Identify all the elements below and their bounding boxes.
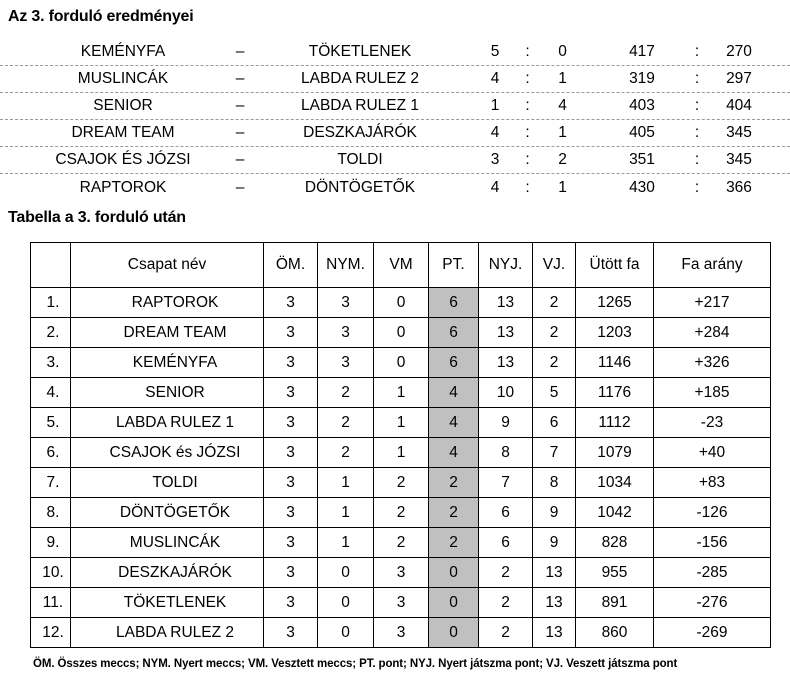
home-score: 1 xyxy=(490,97,500,114)
home-team-name: DREAM TEAM xyxy=(71,124,175,141)
fa-arany-cell: +185 xyxy=(654,378,771,408)
vj-cell: 7 xyxy=(533,438,576,468)
team-cell: MUSLINCÁK xyxy=(71,528,264,558)
pt-cell: 2 xyxy=(429,468,479,498)
team-cell: CSAJOK és JÓZSI xyxy=(71,438,264,468)
team-cell: DESZKAJÁRÓK xyxy=(71,558,264,588)
nym-cell: 0 xyxy=(318,558,374,588)
home-score: 3 xyxy=(490,151,500,168)
dash-separator: – xyxy=(235,70,245,87)
standings-row xyxy=(31,618,771,648)
score-colon: : xyxy=(525,70,530,87)
nyj-cell: 13 xyxy=(479,288,533,318)
match-row xyxy=(0,93,790,120)
pt-cell: 6 xyxy=(429,318,479,348)
nyj-cell: 13 xyxy=(479,348,533,378)
utott-fa-cell: 1079 xyxy=(576,438,654,468)
results-title: Az 3. forduló eredményei xyxy=(8,8,194,25)
vm-cell: 1 xyxy=(374,378,429,408)
home-score: 5 xyxy=(490,43,500,60)
utott-fa-cell: 1042 xyxy=(576,498,654,528)
om-cell: 3 xyxy=(264,378,318,408)
pt-cell: 4 xyxy=(429,408,479,438)
col-header-vm: VM xyxy=(374,243,429,288)
om-cell: 3 xyxy=(264,588,318,618)
match-row xyxy=(0,39,790,66)
vj-cell: 5 xyxy=(533,378,576,408)
home-pins: 405 xyxy=(629,124,655,141)
utott-fa-cell: 1112 xyxy=(576,408,654,438)
abbreviation-footnote: ÖM. Összes meccs; NYM. Nyert meccs; VM. Vesztett meccs; PT. pont; NYJ. Nyert játszma pont; VJ. Veszett játszma pont xyxy=(33,658,678,670)
away-team-name: LABDA RULEZ 2 xyxy=(300,70,420,87)
fa-arany-cell: -276 xyxy=(654,588,771,618)
om-cell: 3 xyxy=(264,408,318,438)
team-cell: KEMÉNYFA xyxy=(71,348,264,378)
home-team-name: CSAJOK ÉS JÓZSI xyxy=(55,151,191,168)
utott-fa-cell: 1265 xyxy=(576,288,654,318)
rank-cell: 3. xyxy=(31,348,71,378)
home-score: 4 xyxy=(490,124,500,141)
nym-cell: 3 xyxy=(318,288,374,318)
pt-cell: 4 xyxy=(429,438,479,468)
standings-row xyxy=(31,408,771,438)
home-pins: 417 xyxy=(629,43,655,60)
nyj-cell: 6 xyxy=(479,528,533,558)
standings-row xyxy=(31,378,771,408)
home-pins: 430 xyxy=(629,178,655,196)
rank-cell: 1. xyxy=(31,288,71,318)
fa-arany-cell: +40 xyxy=(654,438,771,468)
nyj-cell: 2 xyxy=(479,618,533,648)
standings-title: Tabella a 3. forduló után xyxy=(8,209,186,226)
vj-cell: 8 xyxy=(533,468,576,498)
fa-arany-cell: +83 xyxy=(654,468,771,498)
om-cell: 3 xyxy=(264,528,318,558)
vm-cell: 3 xyxy=(374,558,429,588)
nyj-cell: 8 xyxy=(479,438,533,468)
vm-cell: 2 xyxy=(374,468,429,498)
standings-header-row xyxy=(31,243,771,288)
team-cell: DREAM TEAM xyxy=(71,318,264,348)
pt-cell: 2 xyxy=(429,498,479,528)
home-score: 4 xyxy=(490,70,500,87)
match-row xyxy=(0,120,790,147)
score-colon: : xyxy=(525,124,530,141)
col-header-om: ÖM. xyxy=(264,243,318,288)
pt-cell: 6 xyxy=(429,288,479,318)
vm-cell: 3 xyxy=(374,618,429,648)
pt-cell: 6 xyxy=(429,348,479,378)
standings-row xyxy=(31,318,771,348)
rank-cell: 4. xyxy=(31,378,71,408)
away-team-name: DÖNTÖGETŐK xyxy=(304,178,416,196)
rank-cell: 12. xyxy=(31,618,71,648)
nym-cell: 0 xyxy=(318,618,374,648)
away-team-name: DESZKAJÁRÓK xyxy=(303,124,417,141)
nym-cell: 1 xyxy=(318,468,374,498)
team-cell: DÖNTÖGETŐK xyxy=(71,498,264,528)
dash-separator: – xyxy=(235,43,245,60)
standings-row xyxy=(31,588,771,618)
pt-cell: 4 xyxy=(429,378,479,408)
pins-colon: : xyxy=(694,124,700,141)
vj-cell: 2 xyxy=(533,288,576,318)
nyj-cell: 9 xyxy=(479,408,533,438)
vm-cell: 0 xyxy=(374,348,429,378)
away-score: 1 xyxy=(558,124,567,141)
nym-cell: 0 xyxy=(318,588,374,618)
col-header-utott-fa: Ütött fa xyxy=(576,243,654,288)
standings-row xyxy=(31,558,771,588)
dash-separator: – xyxy=(235,97,245,114)
col-header-fa-arany: Fa arány xyxy=(654,243,771,288)
rank-cell: 11. xyxy=(31,588,71,618)
utott-fa-cell: 891 xyxy=(576,588,654,618)
utott-fa-cell: 1034 xyxy=(576,468,654,498)
vm-cell: 1 xyxy=(374,438,429,468)
vj-cell: 2 xyxy=(533,348,576,378)
vj-cell: 13 xyxy=(533,588,576,618)
col-header-nym: NYM. xyxy=(318,243,374,288)
nyj-cell: 2 xyxy=(479,588,533,618)
away-team-name: TÖKETLENEK xyxy=(308,43,412,60)
om-cell: 3 xyxy=(264,288,318,318)
rank-cell: 10. xyxy=(31,558,71,588)
pt-cell: 0 xyxy=(429,558,479,588)
team-cell: SENIOR xyxy=(71,378,264,408)
pins-colon: : xyxy=(694,151,700,168)
rank-cell: 5. xyxy=(31,408,71,438)
away-score: 1 xyxy=(558,178,567,196)
away-score: 2 xyxy=(558,151,567,168)
rank-header-blank xyxy=(31,243,71,288)
om-cell: 3 xyxy=(264,318,318,348)
nym-cell: 3 xyxy=(318,348,374,378)
home-score: 4 xyxy=(490,178,500,196)
pins-colon: : xyxy=(694,97,700,114)
vj-cell: 6 xyxy=(533,408,576,438)
rank-cell: 9. xyxy=(31,528,71,558)
away-pins: 345 xyxy=(726,151,752,168)
match-row xyxy=(0,66,790,93)
pt-cell: 0 xyxy=(429,618,479,648)
vj-cell: 9 xyxy=(533,528,576,558)
dash-separator: – xyxy=(235,151,245,168)
col-header-nyj: NYJ. xyxy=(479,243,533,288)
home-team-name: SENIOR xyxy=(93,97,153,114)
home-team-name: MUSLINCÁK xyxy=(77,70,169,87)
vj-cell: 13 xyxy=(533,558,576,588)
standings-row xyxy=(31,498,771,528)
nyj-cell: 13 xyxy=(479,318,533,348)
om-cell: 3 xyxy=(264,438,318,468)
rank-cell: 8. xyxy=(31,498,71,528)
standings-row xyxy=(31,348,771,378)
away-score: 1 xyxy=(558,70,567,87)
results-list xyxy=(0,39,790,201)
team-cell: LABDA RULEZ 2 xyxy=(71,618,264,648)
om-cell: 3 xyxy=(264,468,318,498)
home-pins: 351 xyxy=(629,151,655,168)
nyj-cell: 10 xyxy=(479,378,533,408)
score-colon: : xyxy=(525,43,530,60)
vm-cell: 0 xyxy=(374,288,429,318)
utott-fa-cell: 1203 xyxy=(576,318,654,348)
nym-cell: 2 xyxy=(318,378,374,408)
vm-cell: 1 xyxy=(374,408,429,438)
fa-arany-cell: -126 xyxy=(654,498,771,528)
nyj-cell: 7 xyxy=(479,468,533,498)
away-pins: 345 xyxy=(726,124,752,141)
fa-arany-cell: +326 xyxy=(654,348,771,378)
nym-cell: 2 xyxy=(318,408,374,438)
score-colon: : xyxy=(525,151,530,168)
fa-arany-cell: -156 xyxy=(654,528,771,558)
utott-fa-cell: 1176 xyxy=(576,378,654,408)
standings-table xyxy=(30,242,771,648)
fa-arany-cell: +284 xyxy=(654,318,771,348)
pins-colon: : xyxy=(694,70,700,87)
home-pins: 319 xyxy=(629,70,655,87)
nyj-cell: 6 xyxy=(479,498,533,528)
match-row xyxy=(0,174,790,201)
home-pins: 403 xyxy=(629,97,655,114)
col-header-team: Csapat név xyxy=(71,243,264,288)
away-score: 0 xyxy=(558,43,567,60)
vm-cell: 2 xyxy=(374,528,429,558)
utott-fa-cell: 828 xyxy=(576,528,654,558)
nym-cell: 1 xyxy=(318,528,374,558)
away-pins: 270 xyxy=(726,43,752,60)
rank-cell: 7. xyxy=(31,468,71,498)
rank-cell: 6. xyxy=(31,438,71,468)
home-team-name: RAPTOROK xyxy=(79,178,167,196)
om-cell: 3 xyxy=(264,498,318,528)
standings-row xyxy=(31,468,771,498)
utott-fa-cell: 860 xyxy=(576,618,654,648)
vm-cell: 2 xyxy=(374,498,429,528)
utott-fa-cell: 955 xyxy=(576,558,654,588)
team-cell: TÖKETLENEK xyxy=(71,588,264,618)
col-header-vj: VJ. xyxy=(533,243,576,288)
away-pins: 404 xyxy=(726,97,752,114)
vj-cell: 13 xyxy=(533,618,576,648)
away-pins: 366 xyxy=(726,178,752,196)
vm-cell: 3 xyxy=(374,588,429,618)
away-team-name: LABDA RULEZ 1 xyxy=(300,97,420,114)
om-cell: 3 xyxy=(264,618,318,648)
dash-separator: – xyxy=(235,124,245,141)
om-cell: 3 xyxy=(264,348,318,378)
team-cell: LABDA RULEZ 1 xyxy=(71,408,264,438)
pins-colon: : xyxy=(694,178,700,196)
nym-cell: 1 xyxy=(318,498,374,528)
away-pins: 297 xyxy=(726,70,752,87)
away-team-name: TOLDI xyxy=(337,151,383,168)
vj-cell: 9 xyxy=(533,498,576,528)
rank-cell: 2. xyxy=(31,318,71,348)
pt-cell: 0 xyxy=(429,588,479,618)
fa-arany-cell: +217 xyxy=(654,288,771,318)
fa-arany-cell: -23 xyxy=(654,408,771,438)
score-colon: : xyxy=(525,178,530,196)
standings-row xyxy=(31,288,771,318)
vm-cell: 0 xyxy=(374,318,429,348)
match-row xyxy=(0,147,790,174)
pt-cell: 2 xyxy=(429,528,479,558)
pins-colon: : xyxy=(694,43,700,60)
utott-fa-cell: 1146 xyxy=(576,348,654,378)
nym-cell: 3 xyxy=(318,318,374,348)
fa-arany-cell: -269 xyxy=(654,618,771,648)
away-score: 4 xyxy=(558,97,567,114)
dash-separator: – xyxy=(235,178,245,196)
nym-cell: 2 xyxy=(318,438,374,468)
nyj-cell: 2 xyxy=(479,558,533,588)
fa-arany-cell: -285 xyxy=(654,558,771,588)
col-header-pt: PT. xyxy=(429,243,479,288)
score-colon: : xyxy=(525,97,530,114)
vj-cell: 2 xyxy=(533,318,576,348)
team-cell: TOLDI xyxy=(71,468,264,498)
standings-row xyxy=(31,528,771,558)
standings-row xyxy=(31,438,771,468)
team-cell: RAPTOROK xyxy=(71,288,264,318)
om-cell: 3 xyxy=(264,558,318,588)
home-team-name: KEMÉNYFA xyxy=(80,43,166,60)
